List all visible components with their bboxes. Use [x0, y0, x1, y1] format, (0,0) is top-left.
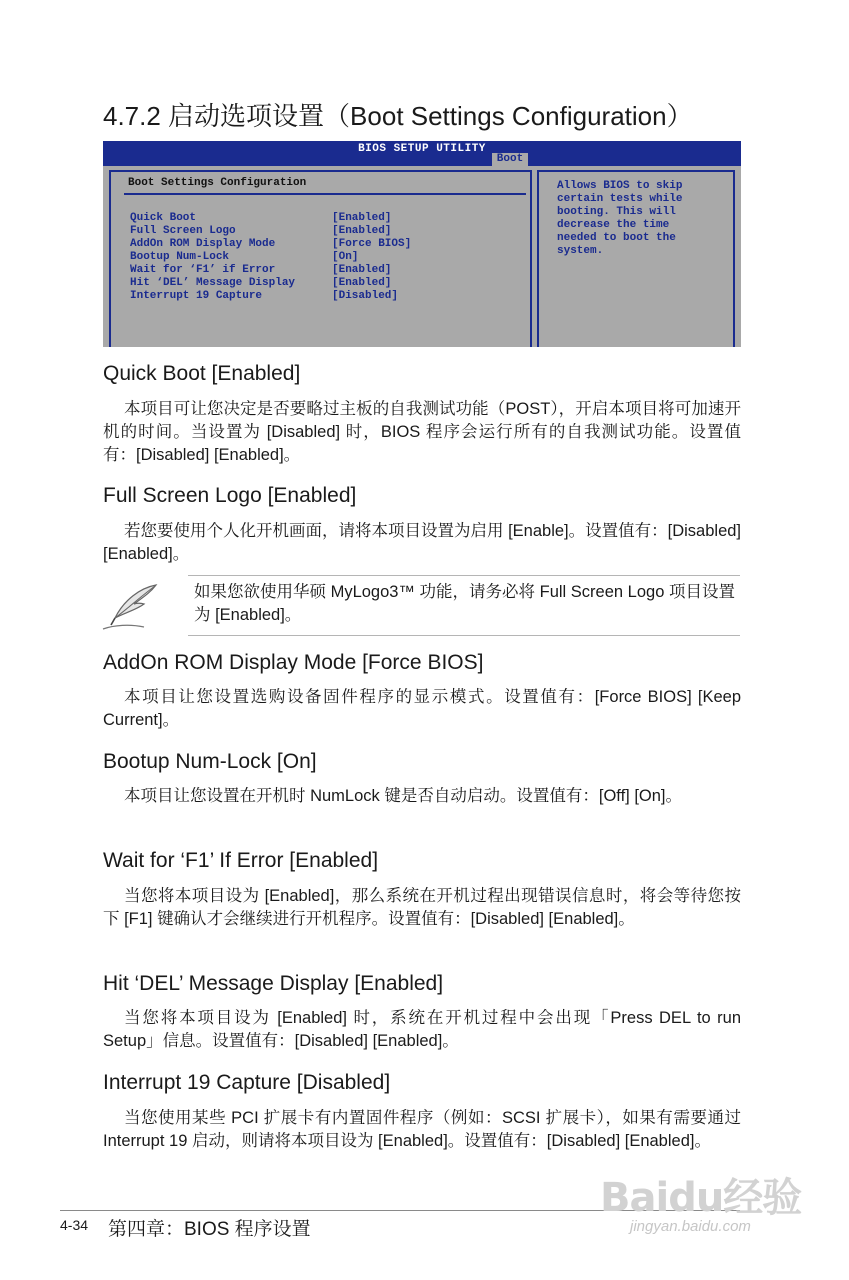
- bios-tab-boot: Boot: [492, 153, 528, 166]
- bios-setting-value: [Disabled]: [332, 290, 399, 302]
- bios-setting-row: [130, 251, 411, 264]
- bios-setting-value: [On]: [332, 251, 359, 263]
- note-bottom-rule: [188, 635, 740, 636]
- bios-setting-name: Quick Boot: [130, 212, 197, 224]
- bios-setting-name: Wait for ‘F1’ if Error: [130, 264, 276, 276]
- note-top-rule: [188, 575, 740, 576]
- section-title: 4.7.2 启动选项设置（Boot Settings Configuration）: [103, 101, 693, 131]
- option-desc-bootup-numlock: 本项目让您设置在开机时 NumLock 键是否自动启动。设置值有：[Off] [On]。: [124, 787, 682, 805]
- option-title-quick-boot: Quick Boot [Enabled]: [103, 362, 301, 385]
- bios-help-text: Allows BIOS to skip certain tests while booting. This will decrease the time needed to boot the system.: [557, 180, 683, 257]
- option-title-bootup-numlock: Bootup Num-Lock [On]: [103, 750, 317, 773]
- baidu-watermark: [600, 1150, 800, 1250]
- bios-setting-value: [Enabled]: [332, 264, 392, 276]
- bios-setting-value: [Enabled]: [332, 225, 392, 237]
- watermark-brand: Baidu经验: [600, 1175, 802, 1221]
- bios-setting-row: [130, 212, 411, 225]
- bios-setting-row: [130, 264, 411, 277]
- option-title-addon-rom: AddOn ROM Display Mode [Force BIOS]: [103, 651, 484, 674]
- bios-heading-divider: [124, 193, 526, 195]
- page-number: 4-34: [60, 1217, 89, 1233]
- quill-pen-icon: [100, 582, 158, 632]
- bios-help-panel: [537, 170, 735, 347]
- option-title-interrupt-19: Interrupt 19 Capture [Disabled]: [103, 1071, 391, 1094]
- option-desc-quick-boot: 本项目可让您决定是否要略过主板的自我测试功能（POST），开启本项目将可加速开机的时间。当设置为 [Disabled] 时，BIOS 程序会运行所有的自我测试功能。设置值有：[Disabled] [Enabled]。: [103, 400, 741, 464]
- watermark-url: jingyan.baidu.com: [630, 1218, 751, 1235]
- bios-setting-row: [130, 225, 411, 238]
- bios-setting-name: Hit ‘DEL’ Message Display: [130, 277, 296, 289]
- bios-utility-title: BIOS SETUP UTILITY: [358, 143, 486, 155]
- chapter-title: 第四章：BIOS 程序设置: [108, 1219, 311, 1240]
- bios-setting-row: [130, 290, 411, 303]
- bios-setting-row: [130, 277, 411, 290]
- bios-screenshot: [103, 141, 741, 347]
- bios-setting-name: Interrupt 19 Capture: [130, 290, 263, 302]
- bios-setting-row: [130, 238, 411, 251]
- option-desc-hit-del: 当您将本项目设为 [Enabled] 时，系统在开机过程中会出现「Press DEL to run Setup」信息。设置值有：[Disabled] [Enabled]。: [103, 1009, 741, 1050]
- note-text: 如果您欲使用华硕 MyLogo3™ 功能，请务必将 Full Screen Logo 项目设置为 [Enabled]。: [194, 583, 735, 624]
- bios-setting-name: AddOn ROM Display Mode: [130, 238, 276, 250]
- bios-setting-name: Full Screen Logo: [130, 225, 236, 237]
- option-desc-full-screen-logo: 若您要使用个人化开机画面，请将本项目设置为启用 [Enable]。设置值有：[Disabled] [Enabled]。: [103, 522, 742, 563]
- option-title-wait-f1: Wait for ‘F1’ If Error [Enabled]: [103, 849, 379, 872]
- bios-setting-value: [Enabled]: [332, 277, 392, 289]
- option-desc-wait-f1: 当您将本项目设为 [Enabled]，那么系统在开机过程出现错误信息时，将会等待您按下 [F1] 键确认才会继续进行开机程序。设置值有：[Disabled] [Enabled]。: [103, 887, 741, 928]
- bios-setting-name: Bootup Num-Lock: [130, 251, 230, 263]
- bios-settings-list: [130, 212, 411, 303]
- bios-setting-value: [Force BIOS]: [332, 238, 412, 250]
- bios-setting-value: [Enabled]: [332, 212, 392, 224]
- option-desc-addon-rom: 本项目让您设置选购设备固件程序的显示模式。设置值有：[Force BIOS] [Keep Current]。: [103, 688, 741, 729]
- option-title-full-screen-logo: Full Screen Logo [Enabled]: [103, 484, 357, 507]
- bios-title-bar: [103, 141, 741, 166]
- bios-settings-panel: [109, 170, 532, 347]
- option-title-hit-del: Hit ‘DEL’ Message Display [Enabled]: [103, 972, 444, 995]
- option-desc-interrupt-19: 当您使用某些 PCI 扩展卡有内置固件程序（例如：SCSI 扩展卡），如果有需要通过 Interrupt 19 启动，则请将本项目设为 [Enabled]。设置值有：[Disabled] [Enabled]。: [103, 1109, 741, 1150]
- bios-panel-heading: Boot Settings Configuration: [128, 177, 307, 189]
